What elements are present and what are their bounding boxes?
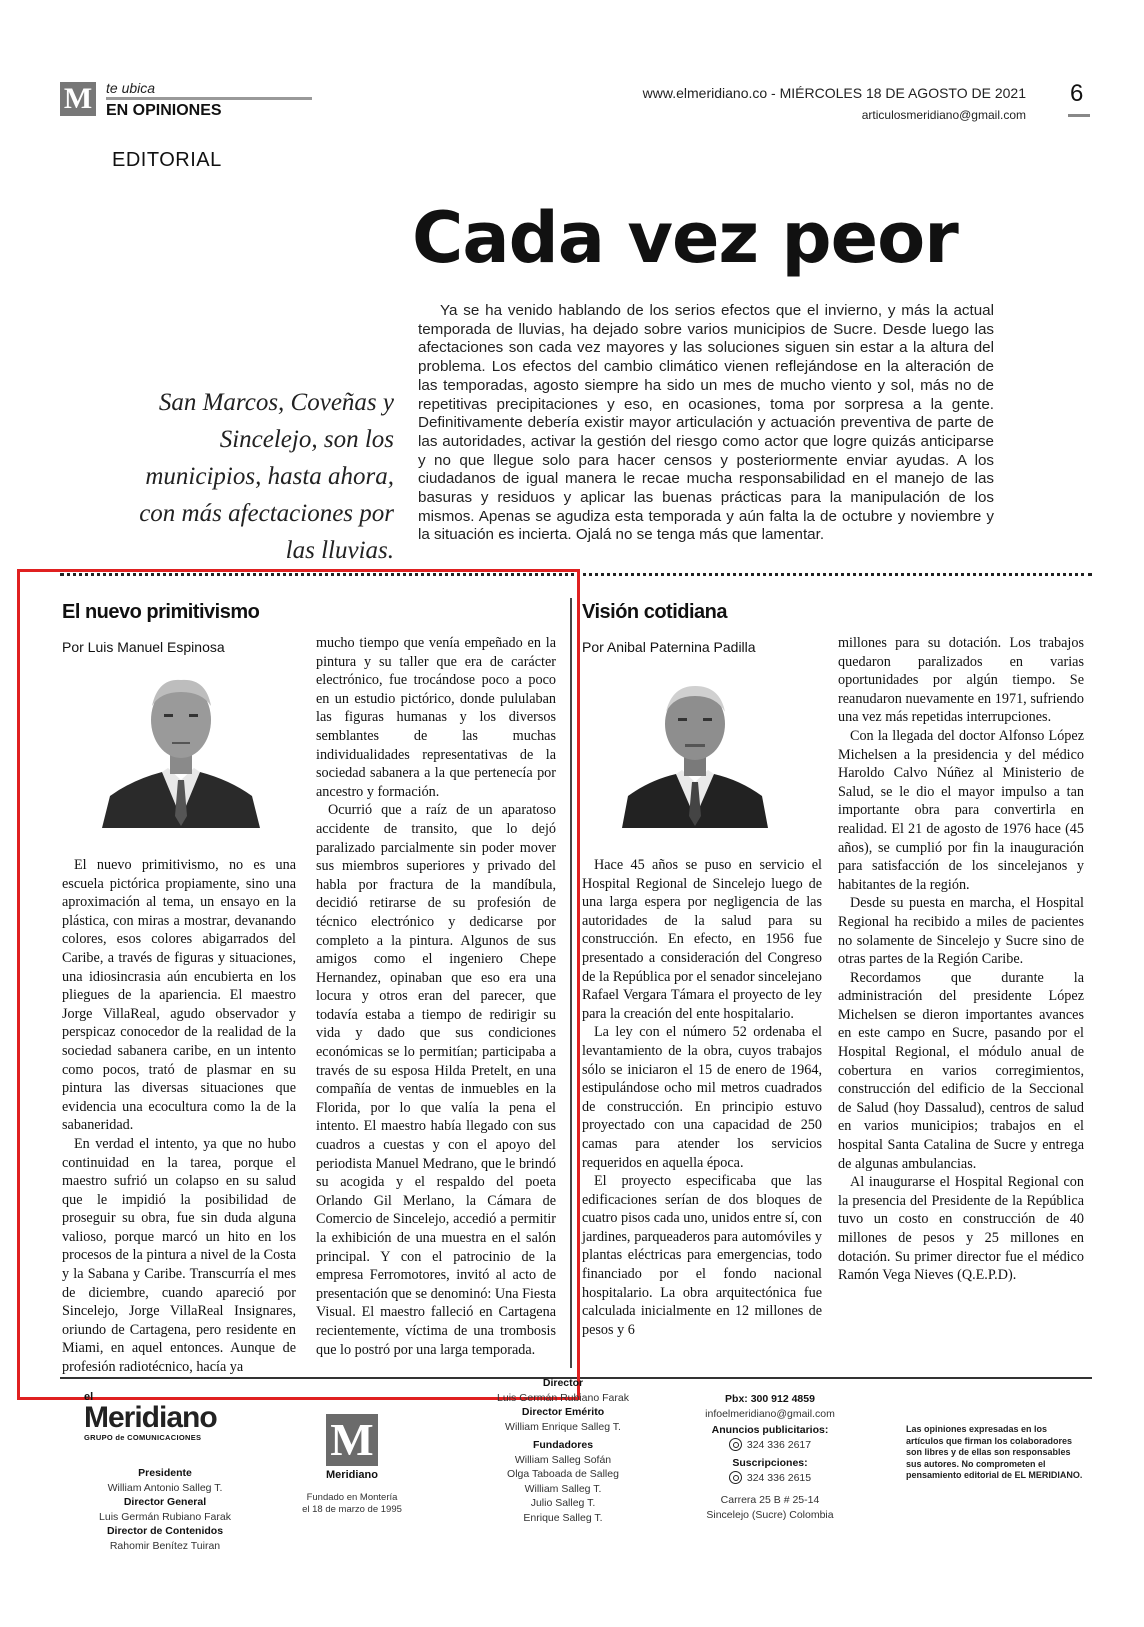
page-number-rule xyxy=(1068,114,1090,117)
staff-role: Fundadores xyxy=(532,1439,594,1451)
article-paragraph: El nuevo primitivismo, no es una escuela pictórica propiamente, sino una aproximación al tema, un ensayo en la plástica, con miras a mostrar, devanando colores, esos colores abigarrados del Caribe, a través de figuras y situaciones, una idiosincrasia aún encubierta en los pliegues de la apariencia. El maestro Jorge VillaReal, agudo observador y perspicaz conocedor de la realidad de la sociedad sabanera caribe, en un intento como pocos, trató de plasmar en su pintura las diversas situaciones que evidencia una ecocultura como la de la sabaneridad. xyxy=(62,857,296,1134)
brand-prefix: el xyxy=(84,1391,94,1403)
ads-phone: 324 336 2617 xyxy=(746,1438,812,1451)
whatsapp-icon xyxy=(729,1471,742,1484)
founded-note: Fundado en Montería el 18 de marzo de 1995 xyxy=(302,1492,402,1515)
founder-name: Julio Salleg T. xyxy=(530,1497,596,1509)
article-paragraph: mucho tiempo que venía empeñado en la pintura y su taller que era de carácter electrónico, fue trocándose poco a poco en un estudio pictórico, donde pululaban las figuras humanas y los diversos semblantes de las muchas individualidades representativas de la sociedad sabanera a la que pertenecía por ancestro y formación. xyxy=(316,635,556,800)
staff-role: Director de Contenidos xyxy=(106,1525,224,1537)
brand-group: GRUPO de COMUNICACIONES xyxy=(84,1433,202,1442)
article-byline: Por Anibal Paternina Padilla xyxy=(582,639,756,655)
staff-name: Luis Germán Rubiano Farak xyxy=(99,1510,231,1523)
article-paragraph: En verdad el intento, ya que no hubo continuidad en la tarea, porque el maestro sufrió un colapso en su salud que le impidió la posibilidad de proseguir su obra, fue sin duda alguna valioso, porque marcó un hito en los procesos de la pintura a nivel de la Costa y la Sabana y Caribe. Transcurría el mes de diciembre, cuando apareció por Sincelejo, Jorge VillaReal Insignares, oriundo de Cartagena, pero residente en Miami, en aquel entonces. Aunque de profesión radiotécnico, hacía ya xyxy=(62,1135,296,1376)
stamp-brand: Meridiano xyxy=(326,1469,378,1481)
subscriptions-label: Suscripciones: xyxy=(732,1457,808,1469)
founder-name: Enrique Salleg T. xyxy=(523,1511,603,1524)
article-paragraph: Ocurrió que a raíz de un aparatoso accidente de transito, que lo dejó paralizado parcialmente sin poder mover sus miembros superiores y privado del habla por fractura de la mandíbula, decidió retirarse de su profesión de técnico electrónico y dedicarse por completo a la pintura. Algunos de sus amigos como el ingeniero Chepe Hernandez, opinaban que eso era una locura y otros eran del parecer, que todavía estaba a tiempo de redirigir su vida y dado que sus condiciones económicas se lo permitían; participaba a través de su esposa Hilda Pretelt, en una compañía de ventas de inmuebles en la Florida, por lo que valía la pena el intento. El maestro había llegado con sus cuadros a cuestas y con el apoyo del periodista Manuel Medrano, que le brindó su acogida y el respaldo del poeta Orlando Gil Merlano, la Cámara de Comercio de Sincelejo, accedió a permitir la exhibición de una muestra en el salón principal. Y con el patrocinio de la empresa Ferromotores, invitó al acto de presentación que se denominó: Una Fiesta Visual. El maestro falleció en Cartagena recientemente, víctima de una trombosis que lo postró por una larga temporada. xyxy=(316,802,556,1358)
masthead-directors xyxy=(468,1376,658,1525)
section-name: EN OPINIONES xyxy=(106,102,222,119)
highlight-box xyxy=(17,569,580,1400)
stamp-logo: M xyxy=(326,1414,378,1466)
staff-name: William Enrique Salleg T. xyxy=(505,1420,621,1433)
staff-role: Director Emérito xyxy=(521,1406,605,1418)
founder-name: William Salleg T. xyxy=(524,1482,602,1495)
site-and-date: www.elmeridiano.co - MIÉRCOLES 18 DE AGOSTO DE 2021 xyxy=(642,85,1026,101)
masthead-contact xyxy=(680,1392,860,1522)
tagline: te ubica xyxy=(106,80,156,96)
info-email: infoelmeridiano@gmail.com xyxy=(705,1407,835,1420)
article-paragraph: La ley con el número 52 ordenaba el levantamiento de la obra, cuyos trabajos sólo se iniciaron el 15 de enero de 1964, estipulándose ocho mil metros cuadrados de construcción. En principio estuvo proyectado con una capacidad de 250 camas para atender los servicios requeridos en aquella época. xyxy=(582,1024,822,1171)
contact-email: articulosmeridiano@gmail.com xyxy=(861,108,1026,122)
section-rule xyxy=(106,97,312,100)
editorial-body xyxy=(418,302,994,545)
editorial-paragraph: Ya se ha venido hablando de los serios efectos que el invierno, y más la actual temporada de lluvias, ha dejado sobre varios municipios de Sucre. Desde luego las afectaciones son cada vez mayores y las soluciones siguen sin estar a la altura del problema. Los efectos del cambio climático vienen reflejándose en la alteración de las temporadas, agosto siempre ha sido un mes de mucho viento y sol, más no de repetitivas precipitaciones y eso, en ocasiones, toma por sorpresa a la gente. Definitivamente debería existir mayor articulación y actuación preventiva de parte de las autoridades, activar la gestión del riesgo como actor que logre quizás anticiparse y no que llegue solo para hacer censos y posteriormente enviar ayudas. A los ciudadanos de igual manera le recae mucha responsabilidad en el manejo de las basuras y residuos y aplicar las buenas prácticas para la manipulación de los mismos. Apenas se agudiza esta temporada y aún falta la de octubre y noviembre y la situación es incierta. Ojalá no se tenga más que lamentar. xyxy=(418,302,994,544)
founder-name: William Salleg Sofán xyxy=(514,1453,612,1466)
address: Carrera 25 B # 25-14 Sincelejo (Sucre) Colombia xyxy=(706,1494,834,1521)
staff-name: Luis Germán Rubiano Farak xyxy=(497,1391,629,1404)
masthead-staff xyxy=(60,1466,270,1553)
masthead-footer xyxy=(60,1377,1092,1572)
article-title: El nuevo primitivismo xyxy=(62,601,260,623)
staff-role: Presidente xyxy=(138,1467,192,1479)
brand-logo: Meridiano xyxy=(84,1401,217,1434)
pbx-number: Pbx: 300 912 4859 xyxy=(725,1393,815,1405)
editorial-pullquote: San Marcos, Coveñas y Sincelejo, son los municipios, hasta ahora, con más afectaciones por las lluvias. xyxy=(139,389,394,564)
article-paragraph: Desde su puesta en marcha, el Hospital Regional ha recibido a miles de pacientes no solamente de Sincelejo y Sucre sino de otras partes de la Región Caribe. xyxy=(838,895,1084,968)
masthead-brand xyxy=(84,1392,234,1442)
masthead-stamp xyxy=(322,1414,382,1482)
article-paragraph: Hace 45 años se puso en servicio el Hospital Regional de Sincelejo luego de una larga espera por negligencia de las autoridades de la salud para su construcción. En efecto, en 1956 fue presentado a consideración del Congreso de la República por el senador sincelejano Rafael Vergara Támara el proyecto de ley para la creación del ente hospitalario. xyxy=(582,857,822,1022)
article-paragraph: millones para su dotación. Los trabajos quedaron paralizados en varias oportunidades por algún tiempo. Se reanudaron nuevamente en 1971, sufriendo una vez más repetidas interrupciones. xyxy=(838,635,1084,726)
article-column xyxy=(582,856,822,1339)
article-title: Visión cotidiana xyxy=(582,601,727,623)
whatsapp-icon xyxy=(729,1438,742,1451)
article-paragraph: Recordamos que durante la administración del presidente López Michelsen se dieron importantes avances en este campo en Sucre, pasando por el Hospital Regional, el módulo anual de cobertura en varios corregimientos, construcción del edificio de la Seccional de Salud (hoy Dassalud), centros de salud en varios municipios; trabajos en el hospital Santa Catalina de Sucre y entrega de algunas ambulancias. xyxy=(838,969,1084,1172)
staff-name: Rahomir Benítez Tuiran xyxy=(109,1539,221,1552)
page-number: 6 xyxy=(1070,80,1084,107)
staff-role: Director General xyxy=(123,1496,207,1508)
subscriptions-phone: 324 336 2615 xyxy=(746,1471,812,1484)
staff-name: William Antonio Salleg T. xyxy=(107,1481,223,1494)
staff-role: Director xyxy=(542,1377,584,1389)
article-column xyxy=(838,634,1084,1285)
disclaimer: Las opiniones expresadas en los artículos que firman los colaboradores son libres y de ellas son responsables sus autores. No comprometen el pensamiento editorial de EL MERIDIANO. xyxy=(906,1424,1083,1480)
editorial-label: EDITORIAL xyxy=(112,149,222,171)
article-byline: Por Luis Manuel Espinosa xyxy=(62,639,225,655)
article-paragraph: Con la llegada del doctor Alfonso López Michelsen a la presidencia y del médico Haroldo Calvo Núñez al Ministerio de Salud, se le dio el mayor impulso a tan importante obra para convertirla en realidad. El 21 de agosto de 1976 hace (45 años), se cumplió por fin la inauguración para satisfacción de los sincelejanos y habitantes de la región. xyxy=(838,727,1084,893)
ads-label: Anuncios publicitarios: xyxy=(711,1424,829,1436)
author-photo xyxy=(622,678,768,828)
founder-name: Olga Taboada de Salleg xyxy=(507,1468,619,1480)
meridiano-logo: M xyxy=(60,82,96,116)
article-paragraph: El proyecto especificaba que las edificaciones serían de dos bloques de cuatro pisos cada uno, unidos entre sí, con jardines, parqueaderos para automóviles y plantas eléctricas para emergencias, todo financiado por el fondo nacional hospitalario. La obra arquitectónica fue calculada inicialmente en 12 millones de pesos y 6 xyxy=(582,1173,822,1338)
article-paragraph: Al inaugurarse el Hospital Regional con la presencia del Presidente de la República tuvo un costo en construcción de 40 millones de pesos y 25 millones en dotación. Su primer director fue el médico Ramón Vega Nieves (Q.E.P.D). xyxy=(838,1174,1084,1284)
editorial-headline: Cada vez peor xyxy=(412,197,958,279)
